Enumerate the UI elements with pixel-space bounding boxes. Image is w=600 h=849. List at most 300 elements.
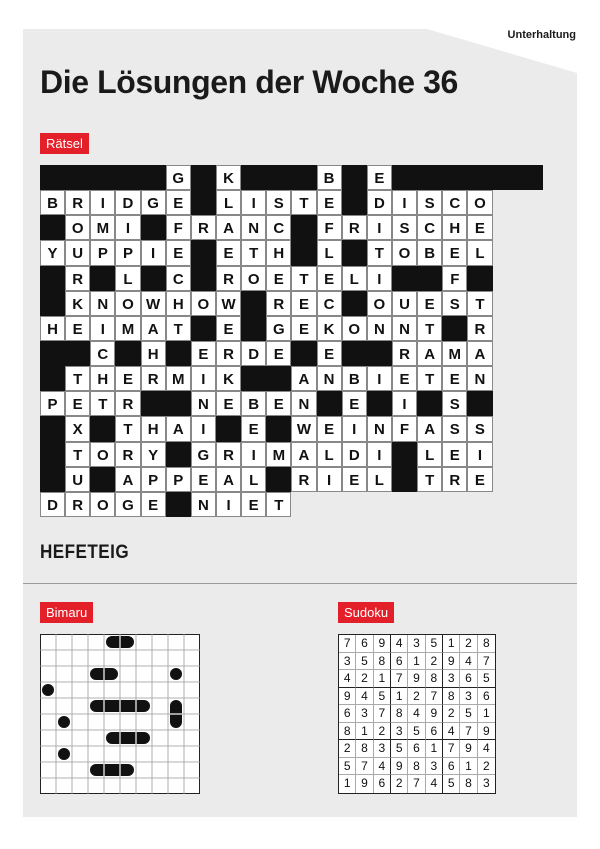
- sudoku-cell: 2: [339, 740, 356, 758]
- crossword-letter-cell: E: [141, 492, 166, 517]
- crossword-black-cell: [191, 165, 216, 190]
- crossword-black-cell: [166, 391, 191, 416]
- crossword-black-cell: [115, 165, 140, 190]
- sudoku-cell: 5: [356, 653, 373, 671]
- crossword-letter-cell: U: [65, 467, 90, 492]
- crossword-letter-cell: I: [191, 416, 216, 441]
- crossword-letter-cell: T: [65, 442, 90, 467]
- crossword-letter-cell: O: [392, 240, 417, 265]
- crossword-letter-cell: S: [467, 416, 492, 441]
- sudoku-cell: 6: [426, 723, 443, 741]
- crossword-letter-cell: A: [291, 366, 316, 391]
- crossword-letter-cell: L: [342, 266, 367, 291]
- sudoku-cell: 9: [426, 705, 443, 723]
- crossword-letter-cell: E: [442, 442, 467, 467]
- sudoku-label: Sudoku: [338, 602, 394, 623]
- bimaru-ship: [106, 636, 134, 648]
- crossword-black-cell: [40, 291, 65, 316]
- crossword-letter-cell: G: [115, 492, 140, 517]
- crossword-letter-cell: K: [65, 291, 90, 316]
- crossword-letter-cell: E: [317, 341, 342, 366]
- crossword-letter-cell: E: [65, 316, 90, 341]
- crossword-letter-cell: D: [40, 492, 65, 517]
- crossword-letter-cell: I: [367, 442, 392, 467]
- crossword-black-cell: [40, 341, 65, 366]
- crossword-letter-cell: S: [417, 190, 442, 215]
- sudoku-cell: 3: [391, 723, 408, 741]
- sudoku-cell: 1: [391, 688, 408, 706]
- crossword-letter-cell: T: [291, 266, 316, 291]
- crossword-letter-cell: T: [417, 316, 442, 341]
- crossword-letter-cell: G: [141, 190, 166, 215]
- crossword-letter-cell: F: [317, 215, 342, 240]
- crossword-black-cell: [141, 266, 166, 291]
- sudoku-cell: 8: [460, 775, 477, 793]
- crossword-letter-cell: R: [65, 190, 90, 215]
- crossword-black-cell: [342, 291, 367, 316]
- crossword-black-cell: [166, 492, 191, 517]
- sudoku-cell: 1: [478, 705, 495, 723]
- sudoku-cell: 3: [460, 688, 477, 706]
- crossword-letter-cell: O: [367, 291, 392, 316]
- sudoku-cell: 7: [374, 705, 391, 723]
- bimaru-ship: [42, 684, 54, 696]
- bimaru-ship-segment: [58, 716, 70, 728]
- crossword-letter-cell: R: [141, 366, 166, 391]
- sudoku-cell: 7: [391, 670, 408, 688]
- crossword-letter-cell: E: [291, 291, 316, 316]
- crossword-letter-cell: E: [392, 366, 417, 391]
- crossword-letter-cell: T: [291, 190, 316, 215]
- sudoku-cell: 8: [356, 740, 373, 758]
- bimaru-ship: [106, 732, 150, 744]
- crossword-letter-cell: M: [266, 442, 291, 467]
- crossword-letter-cell: F: [166, 215, 191, 240]
- crossword-letter-cell: R: [65, 492, 90, 517]
- crossword-black-cell: [291, 240, 316, 265]
- crossword-letter-cell: A: [467, 341, 492, 366]
- crossword-letter-cell: F: [442, 266, 467, 291]
- crossword-letter-cell: U: [65, 240, 90, 265]
- sudoku-cell: 9: [356, 775, 373, 793]
- crossword-letter-cell: A: [216, 467, 241, 492]
- crossword-letter-cell: E: [467, 467, 492, 492]
- sudoku-cell: 4: [408, 705, 425, 723]
- bimaru-ship: [170, 700, 182, 728]
- sudoku-cell: 3: [443, 670, 460, 688]
- crossword-letter-cell: R: [442, 467, 467, 492]
- crossword-letter-cell: U: [392, 291, 417, 316]
- sudoku-cell: 1: [460, 758, 477, 776]
- crossword-letter-cell: I: [241, 442, 266, 467]
- sudoku-cell: 2: [374, 723, 391, 741]
- bimaru-ship-segment: [170, 668, 182, 680]
- crossword-black-cell: [40, 215, 65, 240]
- crossword-letter-cell: K: [216, 165, 241, 190]
- sudoku-cell: 8: [443, 688, 460, 706]
- crossword-letter-cell: P: [141, 467, 166, 492]
- sudoku-cell: 3: [356, 705, 373, 723]
- crossword-black-cell: [417, 266, 442, 291]
- crossword-black-cell: [141, 391, 166, 416]
- crossword-letter-cell: M: [115, 316, 140, 341]
- crossword-letter-cell: R: [467, 316, 492, 341]
- crossword-letter-cell: A: [417, 416, 442, 441]
- sudoku-cell: 8: [426, 670, 443, 688]
- crossword-letter-cell: I: [367, 366, 392, 391]
- sudoku-cell: 6: [408, 740, 425, 758]
- crossword-black-cell: [417, 391, 442, 416]
- bimaru-ship: [58, 748, 70, 760]
- sudoku-cell: 6: [460, 670, 477, 688]
- crossword-black-cell: [467, 165, 492, 190]
- crossword-letter-cell: E: [241, 492, 266, 517]
- bimaru-label: Bimaru: [40, 602, 93, 623]
- crossword-letter-cell: E: [317, 416, 342, 441]
- crossword-letter-cell: R: [342, 215, 367, 240]
- crossword-black-cell: [90, 165, 115, 190]
- crossword-black-cell: [367, 391, 392, 416]
- sudoku-grid: [338, 634, 496, 794]
- crossword-letter-cell: L: [317, 240, 342, 265]
- crossword-letter-cell: D: [241, 341, 266, 366]
- sudoku-cell: 5: [339, 758, 356, 776]
- crossword-letter-cell: N: [90, 291, 115, 316]
- sudoku-cell: 5: [460, 705, 477, 723]
- crossword-black-cell: [493, 165, 518, 190]
- crossword-letter-cell: I: [90, 316, 115, 341]
- crossword-letter-cell: O: [90, 492, 115, 517]
- crossword-letter-cell: H: [166, 291, 191, 316]
- crossword-letter-cell: C: [90, 341, 115, 366]
- crossword-letter-cell: E: [65, 391, 90, 416]
- crossword-black-cell: [342, 240, 367, 265]
- sudoku-cell: 8: [374, 653, 391, 671]
- crossword-letter-cell: C: [317, 291, 342, 316]
- crossword-black-cell: [342, 341, 367, 366]
- sudoku-cell: 4: [374, 758, 391, 776]
- crossword-letter-cell: P: [90, 240, 115, 265]
- crossword-letter-cell: D: [367, 190, 392, 215]
- crossword-letter-cell: E: [317, 266, 342, 291]
- sudoku-cell: 3: [426, 758, 443, 776]
- sudoku-cell: 2: [478, 758, 495, 776]
- bimaru-ship-segment: [58, 748, 70, 760]
- sudoku-cell: 4: [339, 670, 356, 688]
- sudoku-cell: 9: [339, 688, 356, 706]
- sudoku-cell: 4: [478, 740, 495, 758]
- sudoku-cell: 5: [391, 740, 408, 758]
- crossword-letter-cell: R: [266, 291, 291, 316]
- crossword-black-cell: [392, 442, 417, 467]
- sudoku-cell: 9: [478, 723, 495, 741]
- crossword-letter-cell: M: [442, 341, 467, 366]
- sudoku-cell: 9: [408, 670, 425, 688]
- crossword-letter-cell: A: [166, 416, 191, 441]
- crossword-black-cell: [141, 215, 166, 240]
- sudoku-cell: 5: [426, 635, 443, 653]
- crossword-letter-cell: P: [40, 391, 65, 416]
- section-label: Unterhaltung: [507, 29, 576, 41]
- sudoku-cell: 4: [391, 635, 408, 653]
- section-divider: [23, 583, 577, 584]
- sudoku-cell: 7: [408, 775, 425, 793]
- bimaru-ship-segment: [42, 684, 54, 696]
- crossword-letter-cell: N: [367, 316, 392, 341]
- crossword-black-cell: [467, 266, 492, 291]
- sudoku-cell: 6: [356, 635, 373, 653]
- bimaru-ship: [90, 700, 150, 712]
- crossword-letter-cell: X: [65, 416, 90, 441]
- sudoku-cell: 6: [339, 705, 356, 723]
- crossword-letter-cell: T: [90, 391, 115, 416]
- bimaru-ship: [90, 668, 118, 680]
- page-title: Die Lösungen der Woche 36: [40, 64, 458, 100]
- crossword-letter-cell: E: [442, 366, 467, 391]
- crossword-letter-cell: A: [115, 467, 140, 492]
- crossword-letter-cell: Y: [40, 240, 65, 265]
- crossword-black-cell: [166, 442, 191, 467]
- sudoku-cell: 5: [408, 723, 425, 741]
- crossword-black-cell: [90, 266, 115, 291]
- crossword-letter-cell: M: [90, 215, 115, 240]
- sudoku-cell: 5: [374, 688, 391, 706]
- sudoku-cell: 2: [408, 688, 425, 706]
- crossword-black-cell: [115, 341, 140, 366]
- sudoku-cell: 2: [391, 775, 408, 793]
- crossword-letter-cell: O: [342, 316, 367, 341]
- crossword-letter-cell: I: [392, 190, 417, 215]
- sudoku-cell: 1: [356, 723, 373, 741]
- crossword-letter-cell: L: [216, 190, 241, 215]
- crossword-black-cell: [40, 266, 65, 291]
- crossword-letter-cell: P: [115, 240, 140, 265]
- crossword-letter-cell: E: [367, 165, 392, 190]
- crossword-letter-cell: O: [241, 266, 266, 291]
- bimaru-ship: [58, 716, 70, 728]
- crossword-black-cell: [367, 341, 392, 366]
- sudoku-cell: 7: [339, 635, 356, 653]
- crossword-letter-cell: I: [342, 416, 367, 441]
- crossword-letter-cell: T: [467, 291, 492, 316]
- crossword-black-cell: [392, 467, 417, 492]
- crossword-letter-cell: H: [40, 316, 65, 341]
- sudoku-cell: 2: [443, 705, 460, 723]
- crossword-letter-cell: A: [141, 316, 166, 341]
- sudoku-cell: 2: [426, 653, 443, 671]
- crossword-letter-cell: E: [266, 391, 291, 416]
- crossword-letter-cell: H: [141, 416, 166, 441]
- crossword-letter-cell: L: [367, 467, 392, 492]
- sudoku-cell: 1: [408, 653, 425, 671]
- sudoku-cell: 1: [374, 670, 391, 688]
- crossword-letter-cell: E: [291, 316, 316, 341]
- crossword-letter-cell: M: [166, 366, 191, 391]
- crossword-black-cell: [317, 391, 342, 416]
- sudoku-cell: 5: [443, 775, 460, 793]
- crossword-letter-cell: T: [266, 492, 291, 517]
- crossword-letter-cell: L: [317, 442, 342, 467]
- sudoku-cell: 6: [478, 688, 495, 706]
- crossword-letter-cell: I: [141, 240, 166, 265]
- crossword-letter-cell: E: [216, 391, 241, 416]
- crossword-letter-cell: B: [342, 366, 367, 391]
- bimaru-ship: [170, 668, 182, 680]
- sudoku-cell: 3: [339, 653, 356, 671]
- crossword-black-cell: [40, 165, 65, 190]
- crossword-letter-cell: I: [367, 215, 392, 240]
- crossword-letter-cell: I: [216, 492, 241, 517]
- sudoku-cell: 8: [391, 705, 408, 723]
- crossword-letter-cell: H: [442, 215, 467, 240]
- sudoku-cell: 7: [426, 688, 443, 706]
- crossword-black-cell: [191, 190, 216, 215]
- sudoku-cell: 1: [339, 775, 356, 793]
- crossword-black-cell: [141, 165, 166, 190]
- crossword-black-cell: [40, 442, 65, 467]
- crossword-letter-cell: Y: [141, 442, 166, 467]
- crossword-letter-cell: S: [392, 215, 417, 240]
- crossword-letter-cell: D: [342, 442, 367, 467]
- crossword-letter-cell: I: [191, 366, 216, 391]
- crossword-letter-cell: A: [291, 442, 316, 467]
- crossword-letter-cell: S: [442, 391, 467, 416]
- crossword-black-cell: [266, 165, 291, 190]
- crossword-letter-cell: E: [166, 240, 191, 265]
- crossword-letter-cell: E: [115, 366, 140, 391]
- crossword-black-cell: [65, 165, 90, 190]
- sudoku-cell: 9: [443, 653, 460, 671]
- crossword-black-cell: [40, 366, 65, 391]
- sudoku-cell: 9: [391, 758, 408, 776]
- crossword-letter-cell: N: [317, 366, 342, 391]
- sudoku-cell: 3: [408, 635, 425, 653]
- crossword-letter-cell: E: [342, 467, 367, 492]
- crossword-letter-cell: R: [291, 467, 316, 492]
- crossword-letter-cell: I: [317, 467, 342, 492]
- crossword-black-cell: [266, 467, 291, 492]
- sudoku-cell: 2: [460, 635, 477, 653]
- crossword-letter-cell: B: [241, 391, 266, 416]
- sudoku-cell: 7: [356, 758, 373, 776]
- sudoku-cell: 4: [356, 688, 373, 706]
- crossword-letter-cell: E: [191, 467, 216, 492]
- bimaru-grid: [40, 634, 200, 794]
- sudoku-cell: 8: [478, 635, 495, 653]
- crossword-black-cell: [40, 467, 65, 492]
- crossword-letter-cell: C: [442, 190, 467, 215]
- sudoku-cell: 1: [426, 740, 443, 758]
- sudoku-cell: 3: [374, 740, 391, 758]
- sudoku-cell: 8: [408, 758, 425, 776]
- sudoku-cell: 1: [443, 635, 460, 653]
- sudoku-cell: 4: [460, 653, 477, 671]
- crossword-black-cell: [90, 467, 115, 492]
- crossword-letter-cell: B: [417, 240, 442, 265]
- crossword-black-cell: [417, 165, 442, 190]
- crossword-black-cell: [518, 165, 543, 190]
- crossword-black-cell: [392, 165, 417, 190]
- crossword-letter-cell: R: [115, 442, 140, 467]
- crossword-letter-cell: N: [191, 492, 216, 517]
- crossword-black-cell: [191, 266, 216, 291]
- crossword-letter-cell: B: [40, 190, 65, 215]
- crossword-solution: HEFETEIG: [40, 542, 130, 563]
- crossword-letter-cell: A: [216, 215, 241, 240]
- crossword-letter-cell: D: [115, 190, 140, 215]
- crossword-letter-cell: E: [442, 240, 467, 265]
- crossword-letter-cell: K: [317, 316, 342, 341]
- bimaru-ship-segment: [90, 764, 134, 776]
- crossword-letter-cell: C: [166, 266, 191, 291]
- crossword-letter-cell: S: [266, 190, 291, 215]
- sudoku-cell: 6: [391, 653, 408, 671]
- crossword-letter-cell: S: [442, 291, 467, 316]
- crossword-letter-cell: I: [467, 442, 492, 467]
- sudoku-cell: 7: [460, 723, 477, 741]
- crossword-letter-cell: G: [266, 316, 291, 341]
- crossword-letter-cell: E: [467, 215, 492, 240]
- crossword-letter-cell: T: [166, 316, 191, 341]
- crossword-letter-cell: N: [467, 366, 492, 391]
- crossword-letter-cell: E: [266, 266, 291, 291]
- crossword-letter-cell: R: [216, 266, 241, 291]
- crossword-black-cell: [90, 416, 115, 441]
- crossword-letter-cell: G: [166, 165, 191, 190]
- crossword-black-cell: [392, 266, 417, 291]
- crossword-letter-cell: H: [266, 240, 291, 265]
- sudoku-cell: 6: [443, 758, 460, 776]
- crossword-letter-cell: C: [417, 215, 442, 240]
- crossword-black-cell: [291, 215, 316, 240]
- crossword-letter-cell: O: [65, 215, 90, 240]
- crossword-letter-cell: T: [417, 366, 442, 391]
- crossword-black-cell: [467, 391, 492, 416]
- crossword-letter-cell: R: [392, 341, 417, 366]
- crossword-letter-cell: E: [417, 291, 442, 316]
- crossword-black-cell: [266, 366, 291, 391]
- crossword-letter-cell: I: [115, 215, 140, 240]
- crossword-letter-cell: I: [241, 190, 266, 215]
- crossword-letter-cell: H: [90, 366, 115, 391]
- crossword-letter-cell: N: [392, 316, 417, 341]
- crossword-letter-cell: E: [241, 416, 266, 441]
- crossword-letter-cell: C: [266, 215, 291, 240]
- crossword-black-cell: [191, 316, 216, 341]
- crossword-letter-cell: I: [90, 190, 115, 215]
- crossword-letter-cell: R: [216, 442, 241, 467]
- crossword-black-cell: [191, 240, 216, 265]
- crossword-black-cell: [241, 316, 266, 341]
- crossword-letter-cell: E: [166, 190, 191, 215]
- sudoku-cell: 2: [356, 670, 373, 688]
- crossword-black-cell: [216, 416, 241, 441]
- crossword-black-cell: [291, 165, 316, 190]
- crossword-letter-cell: R: [216, 341, 241, 366]
- crossword-letter-cell: O: [115, 291, 140, 316]
- sudoku-cell: 4: [426, 775, 443, 793]
- crossword-letter-cell: O: [191, 291, 216, 316]
- crossword-letter-cell: T: [115, 416, 140, 441]
- crossword-letter-cell: L: [417, 442, 442, 467]
- crossword-letter-cell: P: [166, 467, 191, 492]
- crossword-black-cell: [266, 416, 291, 441]
- crossword-letter-cell: A: [417, 341, 442, 366]
- bimaru-ship-segment: [106, 732, 150, 744]
- crossword-letter-cell: H: [141, 341, 166, 366]
- crossword-letter-cell: E: [342, 391, 367, 416]
- sudoku-cell: 8: [339, 723, 356, 741]
